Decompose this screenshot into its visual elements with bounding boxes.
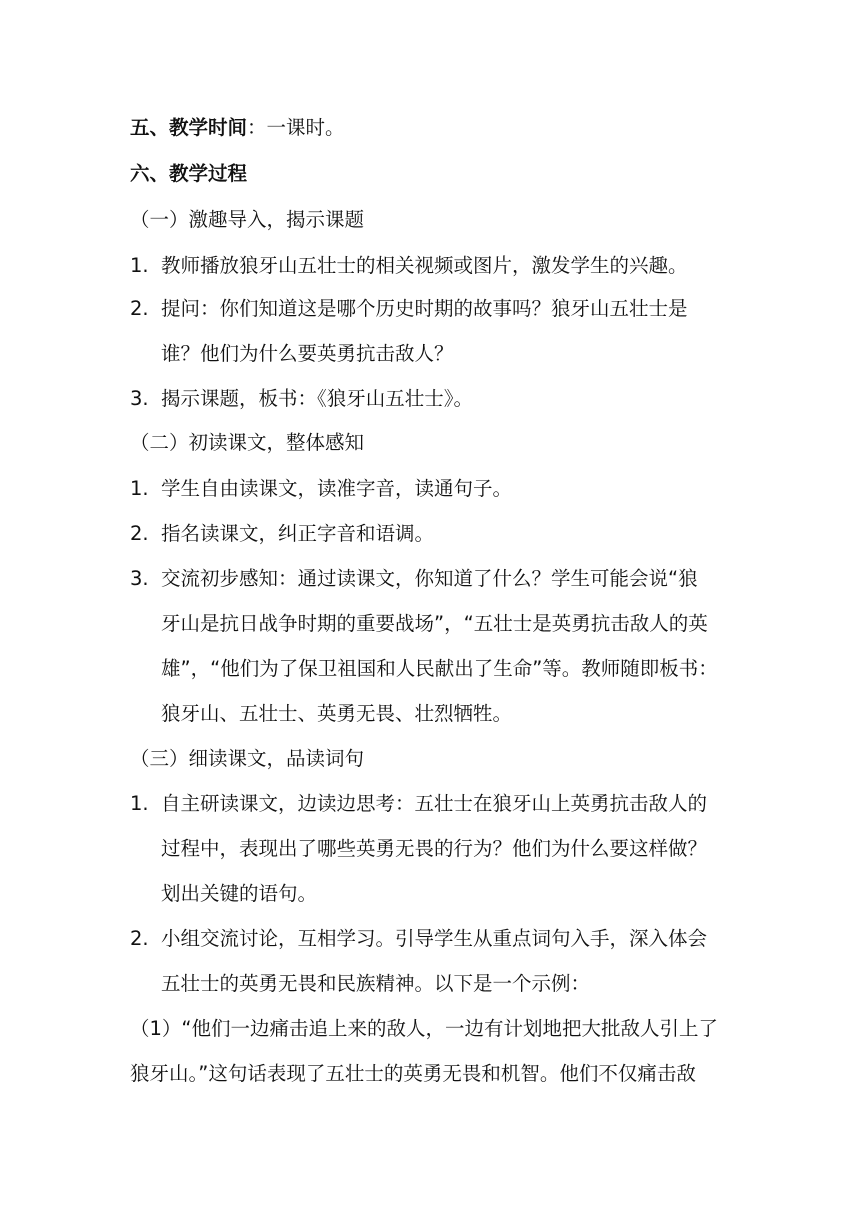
item-text: 小组交流讨论，互相学习。引导学生从重点词句入手，深入体会	[161, 927, 708, 950]
section5-heading: 五、教学时间	[130, 116, 248, 139]
example-line-1: （1）“他们一边痛击追上来的敌人，一边有计划地把大批敌人引上了	[130, 1017, 719, 1040]
part2-item-3-cont-3: 狼牙山、五壮士、英勇无畏、壮烈牺牲。	[161, 702, 513, 725]
part3-item-1-cont-1: 过程中，表现出了哪些英勇无畏的行为？他们为什么要这样做？	[161, 837, 708, 860]
item-text: 揭示课题，板书：《狼牙山五壮士》。	[161, 387, 474, 410]
part3-item-1-cont-2: 划出关键的语句。	[161, 882, 318, 905]
item-number: 3.	[130, 387, 149, 410]
example-line-2: 狼牙山。”这句话表现了五壮士的英勇无畏和机智。他们不仅痛击敌	[130, 1062, 696, 1085]
item-text: 学生自由读课文，读准字音，读通句子。	[161, 477, 513, 500]
part1-title: （一）激趣导入，揭示课题	[130, 208, 365, 231]
part1-item-2-cont: 谁？他们为什么要英勇抗击敌人？	[161, 342, 454, 365]
item-text: 自主研读课文，边读边思考：五壮士在狼牙山上英勇抗击敌人的	[161, 792, 708, 815]
item-number: 1.	[130, 477, 149, 500]
item-number: 1.	[130, 254, 149, 277]
section6-heading: 六、教学过程	[130, 162, 248, 185]
item-number: 1.	[130, 792, 149, 815]
part2-item-3-cont-1: 牙山是抗日战争时期的重要战场”，“五壮士是英勇抗击敌人的英	[161, 612, 708, 635]
part3-item-2-cont: 五壮士的英勇无畏和民族精神。以下是一个示例：	[161, 972, 591, 995]
item-number: 2.	[130, 927, 149, 950]
item-text: 提问：你们知道这是哪个历史时期的故事吗？狼牙山五壮士是	[161, 297, 688, 320]
part3-title: （三）细读课文，品读词句	[130, 747, 365, 770]
item-text: 交流初步感知：通过读课文，你知道了什么？学生可能会说“狼	[161, 567, 698, 590]
item-number: 2.	[130, 297, 149, 320]
item-text: 教师播放狼牙山五壮士的相关视频或图片，激发学生的兴趣。	[161, 254, 688, 277]
item-number: 3.	[130, 567, 149, 590]
part2-title: （二）初读课文，整体感知	[130, 431, 365, 454]
item-text: 指名读课文，纠正字音和语调。	[161, 522, 435, 545]
teaching-time-line	[130, 114, 740, 142]
item-number: 2.	[130, 522, 149, 545]
section5-text: ：一课时。	[247, 116, 345, 139]
part2-item-3-cont-2: 雄”，“他们为了保卫祖国和人民献出了生命”等。教师随即板书：	[161, 657, 718, 680]
